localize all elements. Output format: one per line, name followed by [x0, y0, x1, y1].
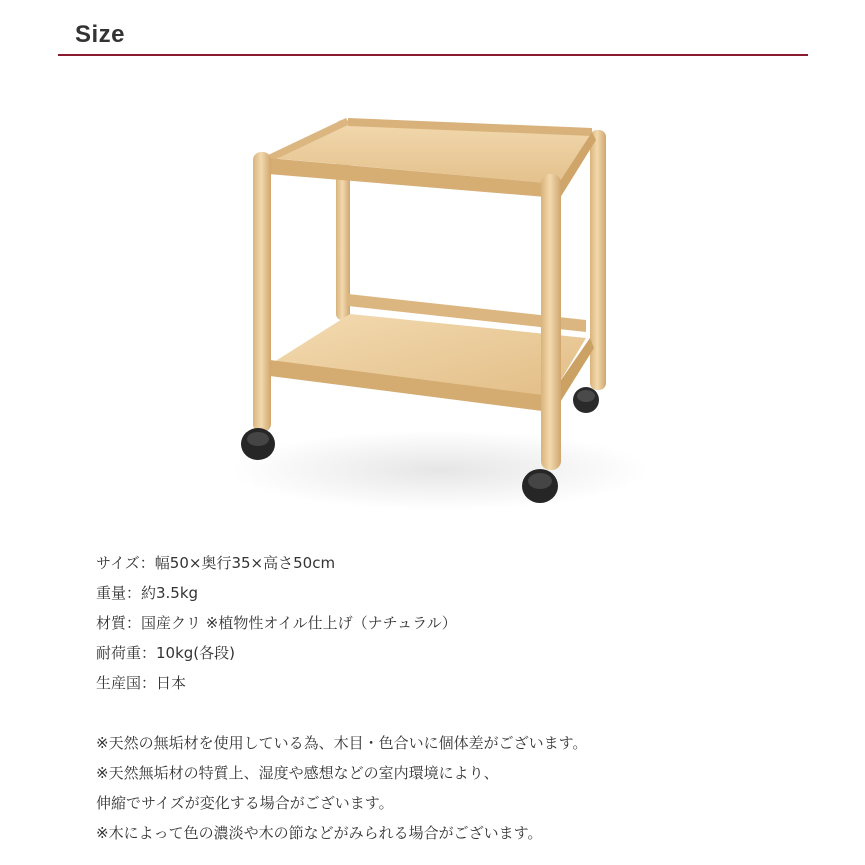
notes-list [96, 728, 587, 848]
section-title: Size [75, 21, 126, 48]
spec-load-capacity: 耐荷重：10kg(各段) [96, 644, 235, 662]
spec-material: 材質：国産クリ ※植物性オイル仕上げ（ナチュラル） [96, 614, 457, 632]
note-line: 伸縮でサイズが変化する場合がございます。 [96, 794, 394, 812]
note-line: ※天然無垢材の特質上、湿度や感想などの室内環境により、 [96, 764, 499, 782]
note-line: ※木によって色の濃淡や木の節などがみられる場合がございます。 [96, 824, 543, 842]
note-line: ※天然の無垢材を使用している為、木目・色合いに個体差がございます。 [96, 734, 588, 752]
spec-weight: 重量：約3.5kg [96, 584, 199, 602]
spec-list [96, 548, 457, 698]
spec-origin: 生産国：日本 [96, 674, 187, 692]
title-divider [58, 54, 808, 56]
wooden-cart-image [190, 100, 680, 520]
spec-size: サイズ：幅50×奥行35×高さ50cm [96, 554, 336, 572]
